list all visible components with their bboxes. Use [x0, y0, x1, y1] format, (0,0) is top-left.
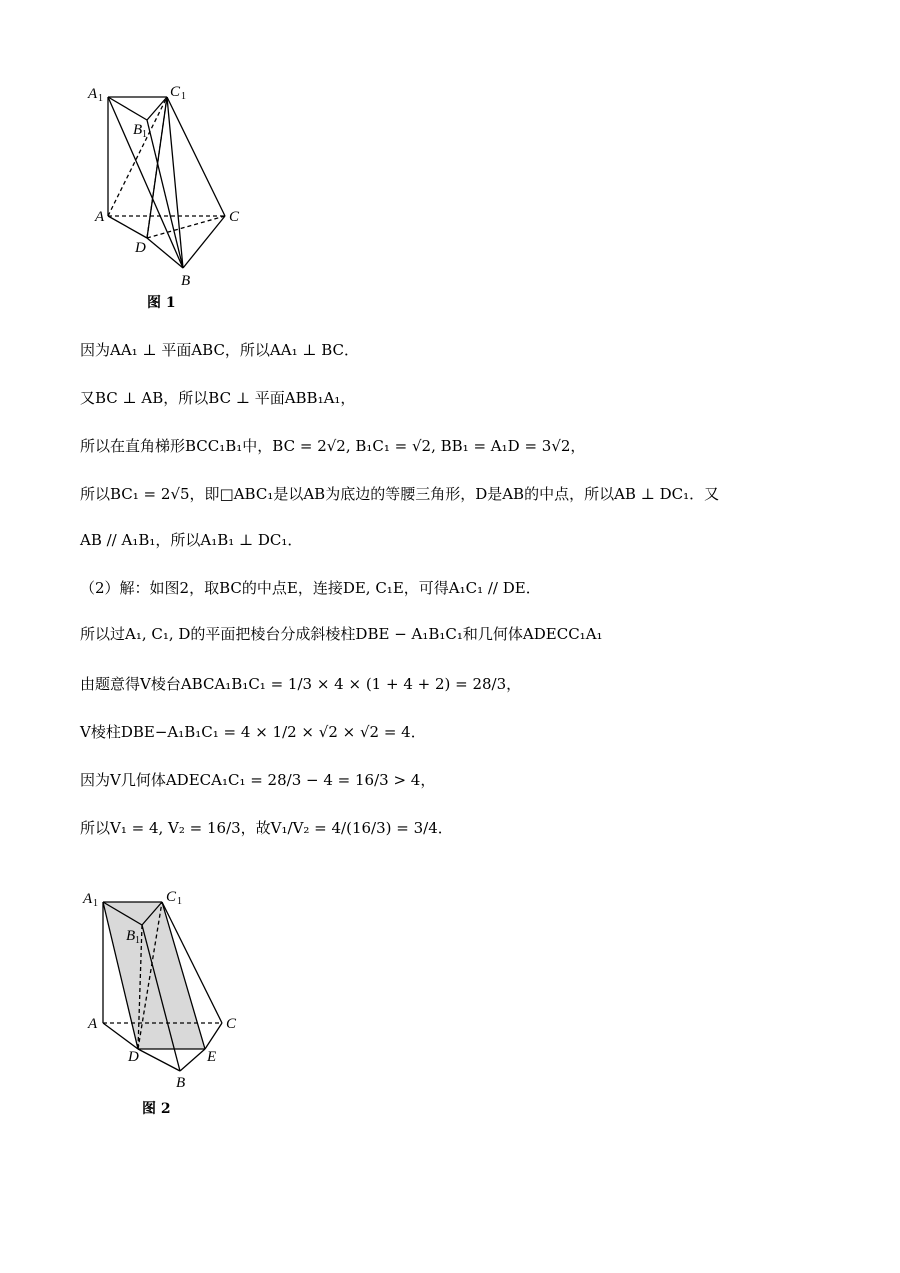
figure-1-diagram	[85, 80, 255, 290]
shaded-section	[103, 902, 205, 1049]
figure-2-diagram	[80, 885, 250, 1095]
label-c: C	[226, 1016, 237, 1032]
label-d: D	[135, 240, 146, 256]
label-b: B	[181, 273, 191, 289]
text-line-8: 由题意得V棱台ABCA₁B₁C₁ = 1/3 × 4 × (1 + 4 + 2) = 28/3，	[80, 675, 522, 693]
label-c: C	[229, 209, 240, 225]
text-line-9: V棱柱DBE−A₁B₁C₁ = 4 × 1/2 × √2 × √2 = 4．	[80, 723, 426, 741]
label-d: D	[128, 1049, 139, 1065]
text-line-4: 所以BC₁ = 2√5，即□ABC₁是以AB为底边的等腰三角形，D是AB的中点，所以AB ⊥ DC₁．又	[80, 485, 720, 503]
text-line-2: 又BC ⊥ AB，所以BC ⊥ 平面ABB₁A₁，	[80, 389, 356, 407]
text-line-5: AB // A₁B₁，所以A₁B₁ ⊥ DC₁．	[80, 531, 303, 549]
label-b: B	[176, 1075, 186, 1091]
text-line-10: 因为V几何体ADECA₁C₁ = 28/3 − 4 = 16/3 > 4，	[80, 771, 436, 789]
figure-1	[85, 80, 255, 290]
label-b1: B	[133, 122, 143, 138]
svg-text:1: 1	[181, 91, 186, 102]
text-line-3: 所以在直角梯形BCC₁B₁中，BC = 2√2, B₁C₁ = √2, BB₁ = A₁D = 3√2，	[80, 437, 586, 455]
svg-text:1: 1	[135, 935, 140, 946]
label-b1: B	[126, 928, 136, 944]
text-line-1: 因为AA₁ ⊥ 平面ABC，所以AA₁ ⊥ BC．	[80, 341, 360, 359]
text-line-11: 所以V₁ = 4, V₂ = 16/3，故V₁/V₂ = 4/(16/3) = 3/4．	[80, 819, 453, 837]
label-a: A	[88, 1016, 98, 1032]
figure-2	[80, 885, 250, 1095]
svg-text:1: 1	[142, 129, 147, 140]
text-line-6: （2）解：如图2，取BC的中点E，连接DE, C₁E，可得A₁C₁ // DE．	[80, 579, 541, 597]
figure-2-caption: 图 2	[142, 1101, 171, 1117]
svg-text:1: 1	[93, 898, 98, 909]
figure-1-caption: 图 1	[147, 295, 176, 311]
svg-text:1: 1	[98, 93, 103, 104]
svg-text:1: 1	[177, 896, 182, 907]
text-line-7: 所以过A₁, C₁, D的平面把棱台分成斜棱柱DBE − A₁B₁C₁和几何体ADECC₁A₁	[80, 625, 603, 643]
label-e: E	[207, 1049, 217, 1065]
label-c1: C	[166, 889, 177, 905]
label-c1: C	[170, 84, 181, 100]
label-a1: A	[88, 86, 98, 102]
label-a1: A	[83, 891, 93, 907]
label-a: A	[95, 209, 105, 225]
